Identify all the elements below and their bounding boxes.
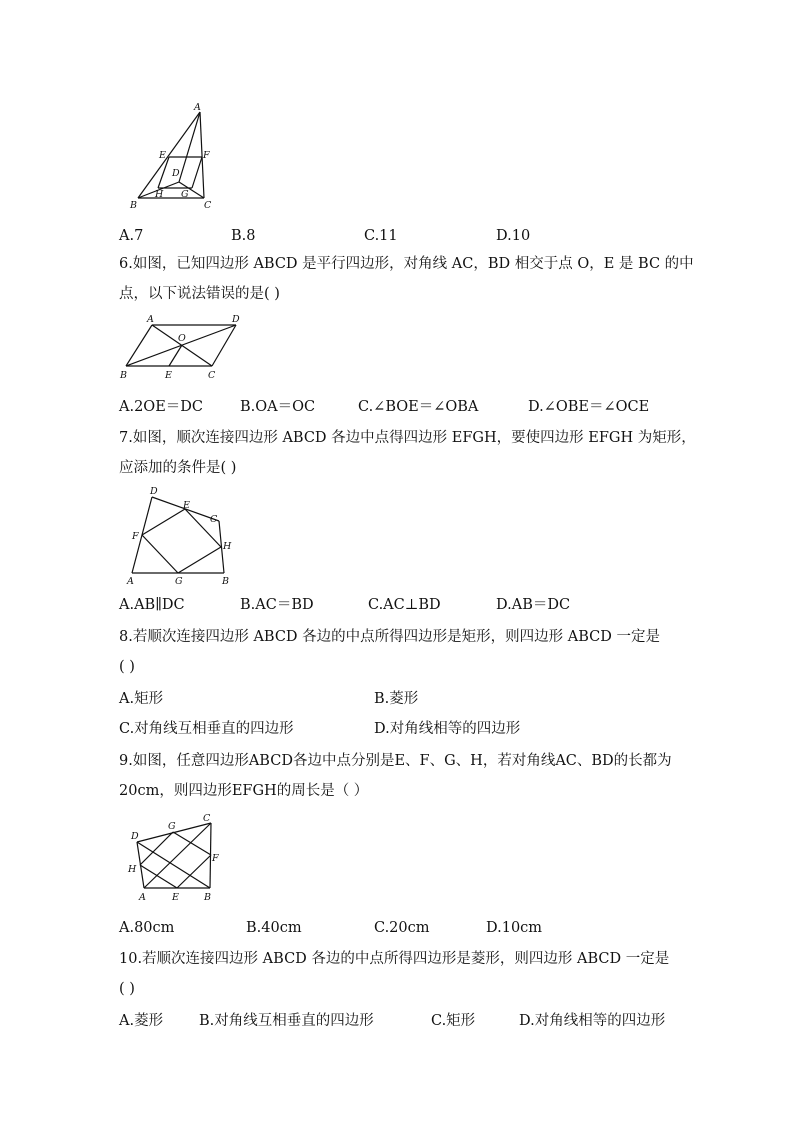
- q9-label-g: G: [168, 821, 176, 832]
- q9-figure: [125, 810, 225, 906]
- q6-option-b: B.OA＝OC: [240, 399, 316, 415]
- q7-label-h: H: [223, 541, 232, 552]
- q9-label-b: B: [204, 892, 211, 903]
- q6-option-d: D.∠OBE＝∠OCE: [528, 399, 650, 415]
- q8-option-c: C.对角线互相垂直的四边形: [119, 721, 294, 737]
- q5-figure: [122, 100, 222, 215]
- q10-option-d: D.对角线相等的四边形: [519, 1013, 666, 1029]
- q10-option-a: A.菱形: [119, 1013, 164, 1029]
- q7-label-a: A: [127, 576, 134, 587]
- q5-label-e: E: [159, 150, 166, 161]
- q9-option-b: B.40cm: [246, 920, 302, 936]
- q6-label-a: A: [147, 314, 154, 325]
- q7-stem-line2: 应添加的条件是( ): [119, 460, 237, 476]
- q9-stem-line2: 20cm，则四边形EFGH的周长是（ ）: [119, 783, 369, 799]
- q8-stem-line1: 8.若顺次连接四边形 ABCD 各边的中点所得四边形是矩形，则四边形 ABCD 一定是: [119, 629, 661, 645]
- q6-option-c: C.∠BOE＝∠OBA: [358, 399, 479, 415]
- q5-label-b: B: [130, 200, 137, 211]
- q9-label-d: D: [131, 831, 139, 842]
- q6-stem-line1: 6.如图，已知四边形 ABCD 是平行四边形，对角线 AC，BD 相交于点 O，E 是 BC 的中: [119, 256, 694, 272]
- q9-label-h: H: [128, 864, 137, 875]
- q5-option-d: D.10: [496, 228, 531, 244]
- q10-stem-line2: ( ): [119, 981, 135, 997]
- q5-label-h: H: [155, 189, 164, 200]
- q6-stem-line2: 点，以下说法错误的是( ): [119, 286, 280, 302]
- q6-label-o: O: [178, 333, 186, 344]
- q5-option-b: B.8: [231, 228, 256, 244]
- q6-option-a: A.2OE＝DC: [119, 399, 203, 415]
- q7-diagram: [122, 484, 242, 590]
- q5-label-g: G: [181, 189, 189, 200]
- q6-label-d: D: [232, 314, 240, 325]
- q5-label-c: C: [204, 200, 212, 211]
- q6-label-c: C: [208, 370, 216, 381]
- q7-label-b: B: [222, 576, 229, 587]
- q10-option-c: C.矩形: [431, 1013, 476, 1029]
- q5-option-c: C.11: [364, 228, 398, 244]
- q6-label-e: E: [165, 370, 172, 381]
- q7-label-f: F: [132, 531, 139, 542]
- q7-label-e: E: [183, 500, 190, 511]
- q9-option-a: A.80cm: [119, 920, 175, 936]
- q5-label-f: F: [203, 150, 210, 161]
- q7-label-g: G: [175, 576, 183, 587]
- q10-stem-line1: 10.若顺次连接四边形 ABCD 各边的中点所得四边形是菱形，则四边形 ABCD 一定是: [119, 951, 670, 967]
- q7-label-c: C: [210, 514, 218, 525]
- q5-label-a: A: [194, 102, 201, 113]
- q8-option-b: B.菱形: [374, 691, 419, 707]
- q7-label-d: D: [150, 486, 158, 497]
- q6-diagram: [118, 310, 278, 382]
- q8-option-d: D.对角线相等的四边形: [374, 721, 521, 737]
- q7-option-c: C.AC⊥BD: [368, 597, 441, 613]
- q9-label-c: C: [203, 813, 211, 824]
- q8-option-a: A.矩形: [119, 691, 164, 707]
- q5-label-d: D: [172, 168, 180, 179]
- q7-option-d: D.AB＝DC: [496, 597, 571, 613]
- q9-option-c: C.20cm: [374, 920, 430, 936]
- q7-option-b: B.AC＝BD: [240, 597, 314, 613]
- q9-label-e: E: [172, 892, 179, 903]
- q9-option-d: D.10cm: [486, 920, 543, 936]
- q9-label-f: F: [212, 853, 219, 864]
- q9-label-a: A: [139, 892, 146, 903]
- q6-label-b: B: [120, 370, 127, 381]
- q9-stem-line1: 9.如图，任意四边形ABCD各边中点分别是E、F、G、H，若对角线AC、BD的长都为: [119, 753, 672, 769]
- q6-figure: [118, 310, 278, 382]
- q8-stem-line2: ( ): [119, 659, 135, 675]
- q5-option-a: A.7: [119, 228, 144, 244]
- q7-option-a: A.AB∥DC: [119, 597, 185, 613]
- q7-figure: [122, 484, 242, 590]
- q10-option-b: B.对角线互相垂直的四边形: [199, 1013, 374, 1029]
- q5-diagram: [122, 100, 222, 215]
- q7-stem-line1: 7.如图，顺次连接四边形 ABCD 各边中点得四边形 EFGH，要使四边形 EFGH 为矩形，: [119, 430, 696, 446]
- q9-diagram: [125, 810, 225, 906]
